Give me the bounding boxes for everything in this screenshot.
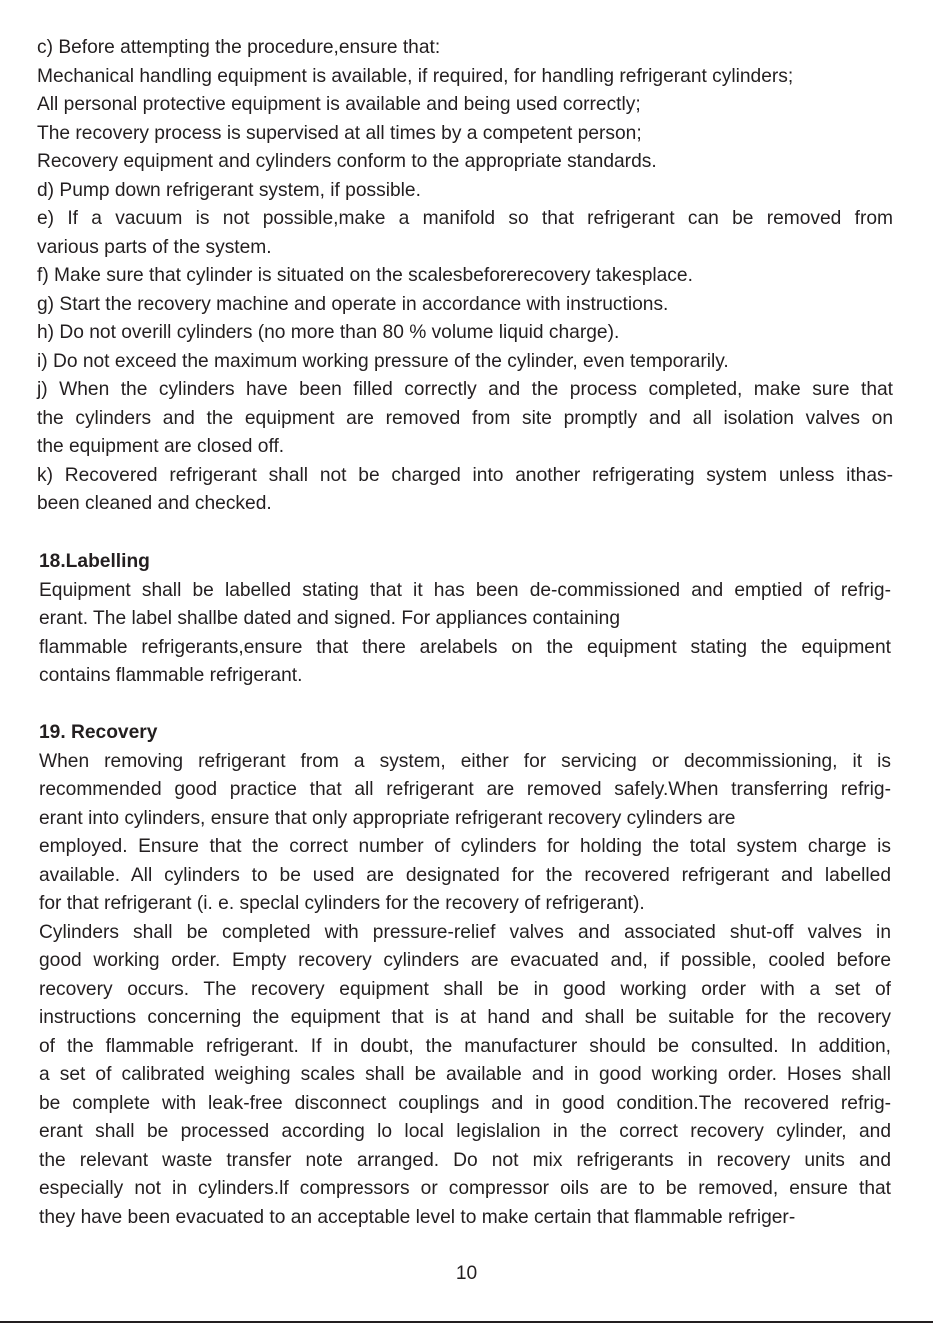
procedure-line: All personal protective equipment is available and being used correctly; [37, 94, 641, 115]
recovery-line: be complete with leak-free disconnect couplings and in good condition.The recovered refrig- [39, 1092, 891, 1114]
procedure-line: The recovery process is supervised at all times by a competent person; [37, 122, 642, 144]
recovery-line: for that refrigerant (i. e. speclal cylinders for the recovery of refrigerant). [39, 893, 645, 914]
procedure-line: d) Pump down refrigerant system, if possible. [37, 179, 421, 201]
labelling-line: contains flammable refrigerant. [39, 665, 303, 686]
recovery-line: employed. Ensure that the correct number of cylinders for holding the total system charge is [39, 836, 891, 857]
recovery-line: especially not in cylinders.lf compressors or compressor oils are to be removed, ensure that [39, 1178, 891, 1199]
procedure-line: f) Make sure that cylinder is situated on the scalesbeforerecovery takesplace. [37, 265, 693, 286]
procedure-line: the equipment are closed off. [37, 436, 285, 457]
procedure-line: g) Start the recovery machine and operate in accordance with instructions. [37, 293, 669, 315]
recovery-line: recommended good practice that all refrigerant are removed safely.When transferring refrig- [39, 779, 891, 800]
procedure-line: various parts of the system. [37, 236, 272, 258]
labelling-line: erant. The label shallbe dated and signed. For appliances containing [39, 608, 621, 629]
procedure-line: i) Do not exceed the maximum working pressure of the cylinder, even temporarily. [37, 350, 729, 372]
procedure-line: been cleaned and checked. [37, 493, 272, 514]
recovery-line: the relevant waste transfer note arranged. Do not mix refrigerants in recovery units and [39, 1149, 891, 1171]
recovery-line: they have been evacuated to an acceptable level to make certain that flammable refriger- [39, 1206, 796, 1228]
section-heading-recovery: 19. Recovery [39, 722, 158, 743]
procedure-line: j) When the cylinders have been filled correctly and the process completed, make sure that [37, 379, 893, 400]
page-number: 10 [455, 1263, 478, 1284]
labelling-line: flammable refrigerants,ensure that there arelabels on the equipment stating the equipment [39, 636, 891, 658]
recovery-line: good working order. Empty recovery cylinders are evacuated and, if possible, cooled before [39, 950, 891, 971]
procedure-line: Mechanical handling equipment is available, if required, for handling refrigerant cylinders; [37, 65, 794, 87]
procedure-line: k) Recovered refrigerant shall not be charged into another refrigerating system unless ithas- [37, 464, 893, 486]
recovery-line: When removing refrigerant from a system, either for servicing or decommissioning, it is [39, 750, 891, 772]
procedure-line: c) Before attempting the procedure,ensure that: [37, 37, 441, 58]
section-heading-labelling: 18.Labelling [39, 551, 150, 572]
procedure-line: Recovery equipment and cylinders conform to the appropriate standards. [37, 151, 657, 172]
recovery-line: of the flammable refrigerant. If in doubt, the manufacturer should be consulted. In addition, [39, 1035, 891, 1057]
labelling-line: Equipment shall be labelled stating that it has been de-commissioned and emptied of refrig- [39, 579, 891, 601]
recovery-line: a set of calibrated weighing scales shall be available and in good working order. Hoses shall [39, 1064, 891, 1085]
labelling-section [39, 548, 891, 691]
recovery-line: erant into cylinders, ensure that only appropriate refrigerant recovery cylinders are [39, 807, 736, 829]
recovery-line: recovery occurs. The recovery equipment shall be in good working order with a set of [39, 978, 891, 1000]
procedure-line: the cylinders and the equipment are removed from site promptly and all isolation valves on [37, 407, 893, 429]
recovery-line: instructions concerning the equipment that is at hand and shall be suitable for the recovery [39, 1007, 891, 1028]
bottom-rule [0, 1321, 933, 1323]
recovery-section [39, 719, 891, 1232]
recovery-line: erant shall be processed according lo local legislalion in the correct recovery cylinder, and [39, 1121, 891, 1142]
recovery-line: Cylinders shall be completed with pressure-relief valves and associated shut-off valves in [39, 921, 891, 943]
procedure-line: e) If a vacuum is not possible,make a manifold so that refrigerant can be removed from [37, 208, 893, 229]
procedure-line: h) Do not overill cylinders (no more than 80 % volume liquid charge). [37, 322, 620, 343]
procedure-section [37, 34, 893, 519]
recovery-line: available. All cylinders to be used are designated for the recovered refrigerant and labelled [39, 864, 891, 886]
